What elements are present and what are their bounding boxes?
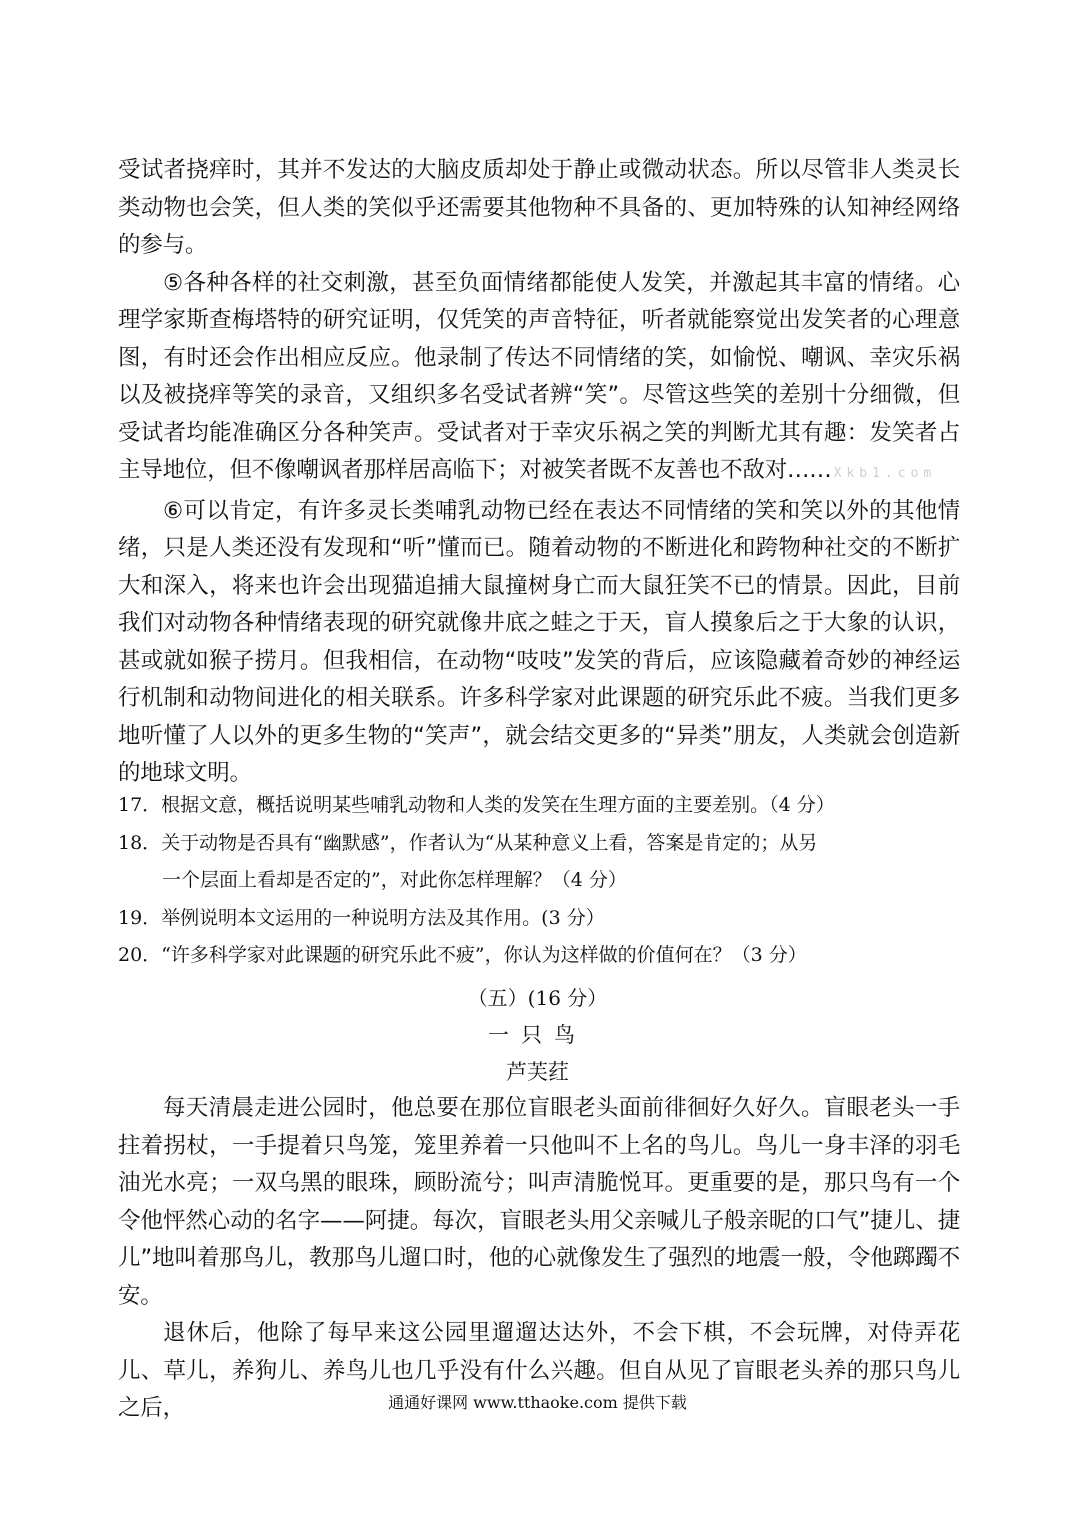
story-author: 芦芙荭 [506,1060,569,1084]
question-18-continued: 一个层面上看却是否定的”，对此你怎样理解？（4 分） [162,869,627,891]
story-paragraph-2: 退休后，他除了每早来这公园里遛遛达达外，不会下棋，不会玩牌，对侍弄花儿、草儿，养狗儿、养鸟儿也几乎没有什么兴趣。但自从见了盲眼老头养的那只鸟儿之后， [118,1320,960,1421]
question-18: 18．关于动物是否具有“幽默感”，作者认为“从某种意义上看，答案是肯定的；从另 [118,831,818,854]
story-text [118,1090,960,1428]
watermark-text: Xkb1.com [833,466,937,481]
paragraph-4-tail: 受试者挠痒时，其并不发达的大脑皮质却处于静止或微动状态。所以尽管非人类灵长类动物也会笑，但人类的笑似乎还需要其他物种不具备的、更加特殊的认知神经网络的参与。 [118,157,960,258]
passage-text [118,152,960,793]
section-heading: （五）(16 分） [467,986,608,1010]
story-paragraph-1: 每天清晨走进公园时，他总要在那位盲眼老头面前徘徊好久好久。盲眼老头一手拄着拐杖，一手提着只鸟笼，笼里养着一只他叫不上名的鸟儿。鸟儿一身丰泽的羽毛油光水亮；一双乌黑的眼珠，顾盼流兮；叫声清脆悦耳。更重要的是，那只鸟有一个令他怦然心动的名字——阿捷。每次，盲眼老头用父亲喊儿子般亲昵的口气”捷儿、捷儿”地叫着那鸟儿，教那鸟儿遛口时，他的心就像发生了强烈的地震一般，令他踯躅不安。 [118,1095,960,1309]
question-list [118,787,960,975]
paragraph-6: ⑥可以肯定，有许多灵长类哺乳动物已经在表达不同情绪的笑和笑以外的其他情绪，只是人类还没有发现和“听”懂而已。随着动物的不断进化和跨物种社交的不断扩大和深入，将来也许会出现猫追捕大鼠撞树身亡而大鼠狂笑不已的情景。因此，目前我们对动物各种情绪表现的研究就像井底之蛙之于天，盲人摸象后之于大象的认识，甚或就如猴子捞月。但我相信，在动物“吱吱”发笑的背后，应该隐藏着奇妙的神经运行机制和动物间进化的相关联系。许多科学家对此课题的研究乐此不疲。当我们更多地听懂了人以外的更多生物的“笑声”，就会结交更多的“异类”朋友，人类就会创造新的地球文明。 [118,497,960,786]
paragraph-5 [118,265,960,493]
paragraph-5-text: ⑤各种各样的社交刺激，甚至负面情绪都能使人发笑，并激起其丰富的情绪。心理学家斯查梅塔特的研究证明，仅凭笑的声音特征，听者就能察觉出发笑者的心理意图，有时还会作出相应反应。他录制了传达不同情绪的笑，如愉悦、嘲讽、幸灾乐祸以及被挠痒等笑的录音，又组织多名受试者辨“笑”。尽管这些笑的差别十分细微，但受试者均能准确区分各种笑声。受试者对于幸灾乐祸之笑的判断尤其有趣：发笑者占主导地位，但不像嘲讽者那样居高临下；对被笑者既不友善也不敌对…… [118,269,960,483]
question-20: 20．“许多科学家对此课题的研究乐此不疲”，你认为这样做的价值何在？（3 分） [118,944,807,966]
question-19: 19．举例说明本文运用的一种说明方法及其作用。(3 分） [118,906,605,929]
page-footer: 通通好课网 www.tthaoke.com 提供下载 [388,1393,687,1412]
question-17: 17．根据文意，概括说明某些哺乳动物和人类的发笑在生理方面的主要差别。（4 分） [118,794,835,816]
story-title: 一只鸟 [488,1023,587,1047]
